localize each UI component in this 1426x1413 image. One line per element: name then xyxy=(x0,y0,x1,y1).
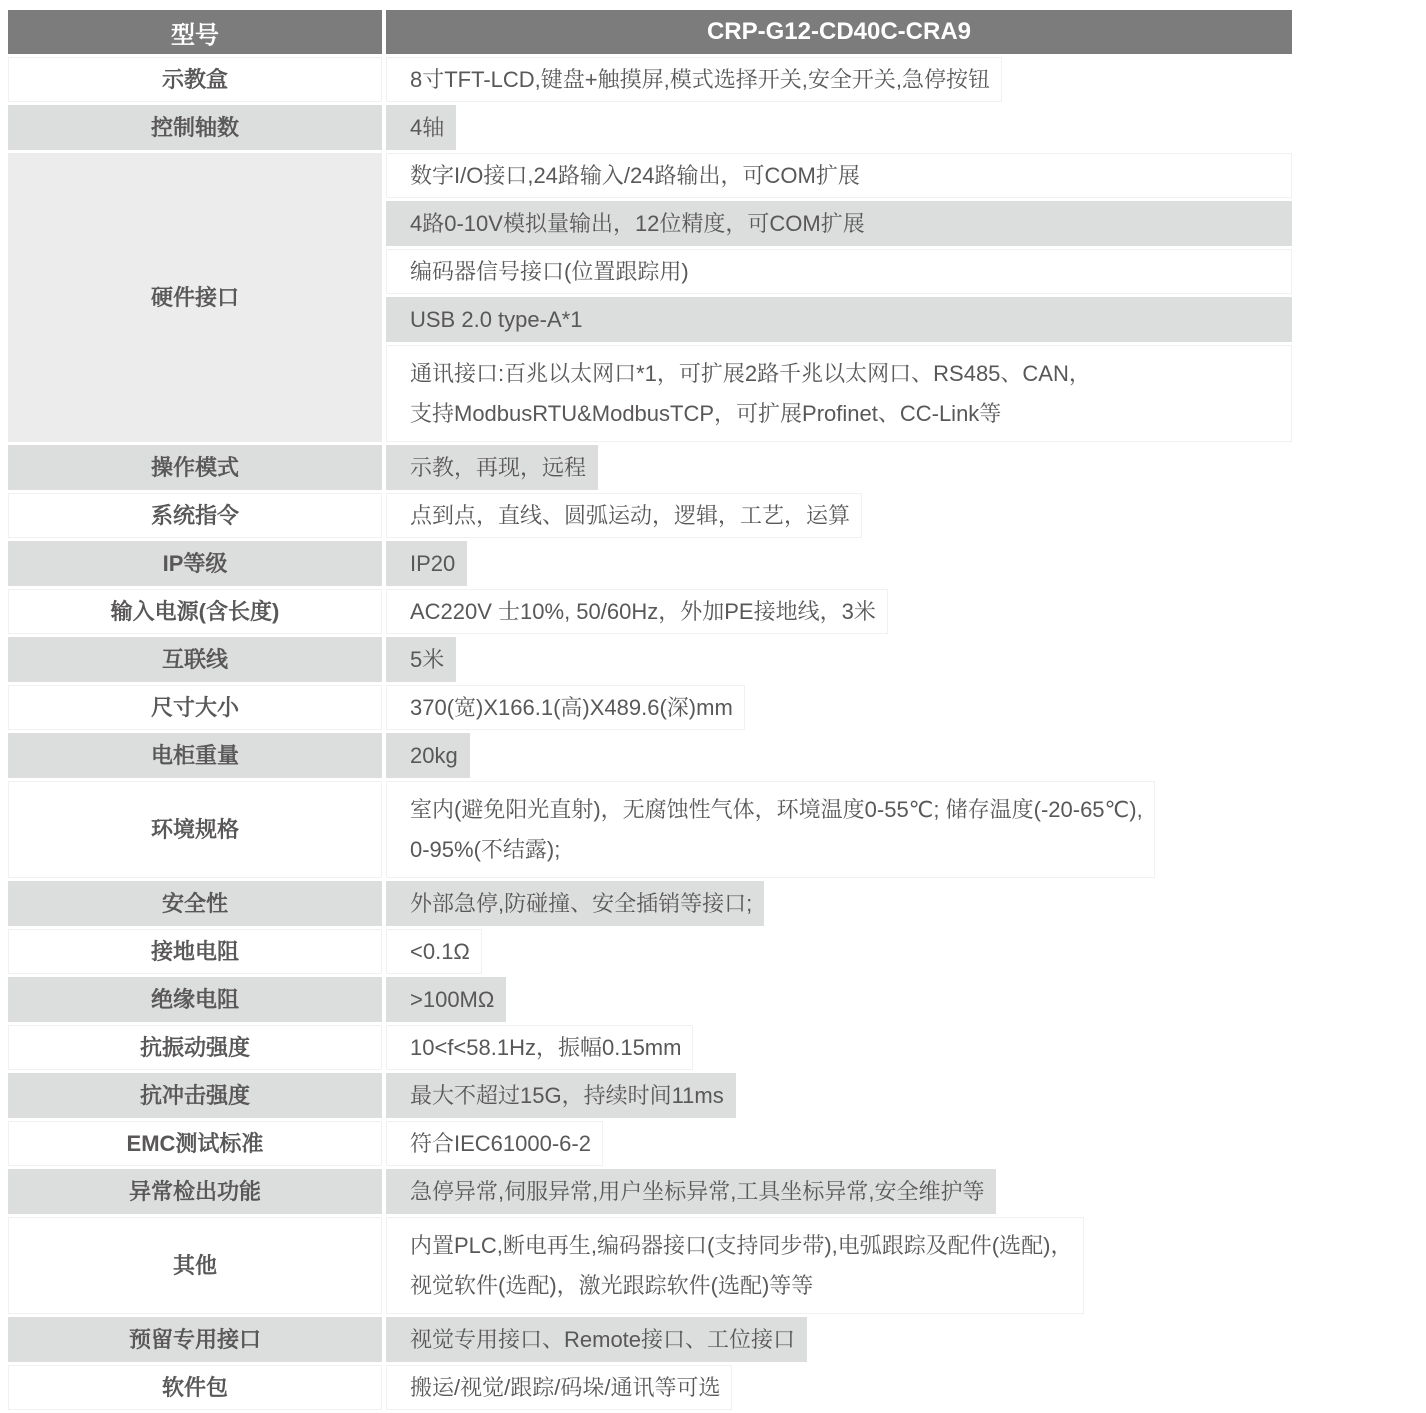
value-line: 视觉软件(选配)，激光跟踪软件(选配)等等 xyxy=(410,1272,814,1298)
value-line: 370(宽)X166.1(高)X489.6(深)mm xyxy=(410,694,733,720)
value-line: 示教，再现，远程 xyxy=(410,454,587,480)
row-value xyxy=(386,929,482,974)
row-label: 抗冲击强度 xyxy=(8,1073,382,1118)
spec-row xyxy=(8,1121,1292,1166)
row-label: 绝缘电阻 xyxy=(8,977,382,1022)
spec-row xyxy=(8,977,1292,1022)
row-value xyxy=(386,541,467,586)
row-value xyxy=(386,1169,996,1214)
row-value xyxy=(386,637,456,682)
row-value xyxy=(386,1121,603,1166)
row-value xyxy=(386,1217,1084,1314)
value-line: 20kg xyxy=(410,742,458,768)
value-line: 视觉专用接口、Remote接口、工位接口 xyxy=(410,1326,796,1352)
row-value xyxy=(386,105,456,150)
header-model-value: CRP-G12-CD40C-CRA9 xyxy=(386,10,1292,54)
row-value xyxy=(386,445,598,490)
spec-row xyxy=(8,685,1292,730)
row-label: 环境规格 xyxy=(8,781,382,878)
row-value xyxy=(386,249,1292,294)
value-line: 4路0-10V模拟量输出，12位精度，可COM扩展 xyxy=(410,210,865,236)
spec-row xyxy=(8,589,1292,634)
value-line: 通讯接口:百兆以太网口*1，可扩展2路千兆以太网口、RS485、CAN， xyxy=(410,360,1091,386)
row-label: 预留专用接口 xyxy=(8,1317,382,1362)
row-label: 示教盒 xyxy=(8,57,382,102)
row-value xyxy=(386,1365,732,1410)
value-line: 外部急停,防碰撞、安全插销等接口; xyxy=(410,890,753,916)
row-label: 控制轴数 xyxy=(8,105,382,150)
row-label: IP等级 xyxy=(8,541,382,586)
group-subrows xyxy=(386,153,1292,442)
row-label: 互联线 xyxy=(8,637,382,682)
row-label: 软件包 xyxy=(8,1365,382,1410)
row-value xyxy=(386,1317,807,1362)
spec-group-row xyxy=(8,153,1292,442)
value-line: >100MΩ xyxy=(410,986,495,1012)
value-line: AC220V 士10%, 50/60Hz，外加PE接地线，3米 xyxy=(410,598,876,624)
spec-row xyxy=(8,445,1292,490)
spec-row xyxy=(8,881,1292,926)
value-line: 8寸TFT-LCD,键盘+触摸屏,模式选择开关,安全开关,急停按钮 xyxy=(410,66,990,92)
spec-row xyxy=(8,733,1292,778)
table-header-row xyxy=(8,10,1292,54)
spec-row xyxy=(8,1217,1292,1314)
value-line: 0-95%(不结露); xyxy=(410,836,561,862)
row-label: 抗振动强度 xyxy=(8,1025,382,1070)
row-label: 输入电源(含长度) xyxy=(8,589,382,634)
value-line: 支持ModbusRTU&ModbusTCP，可扩展Profinet、CC-Link等 xyxy=(410,400,1002,426)
spec-row xyxy=(8,541,1292,586)
value-line: 搬运/视觉/跟踪/码垛/通讯等可选 xyxy=(410,1374,721,1400)
value-line: <0.1Ω xyxy=(410,938,470,964)
spec-row xyxy=(8,929,1292,974)
spec-row xyxy=(8,105,1292,150)
spec-row xyxy=(8,1317,1292,1362)
spec-row xyxy=(8,1169,1292,1214)
value-line: 内置PLC,断电再生,编码器接口(支持同步带),电弧跟踪及配件(选配)， xyxy=(410,1232,1073,1258)
spec-row xyxy=(8,1365,1292,1410)
row-value xyxy=(386,781,1155,878)
row-label: 其他 xyxy=(8,1217,382,1314)
row-value xyxy=(386,881,764,926)
spec-row xyxy=(8,1073,1292,1118)
spec-row xyxy=(8,1025,1292,1070)
value-line: 5米 xyxy=(410,646,445,672)
value-line: 最大不超过15G，持续时间11ms xyxy=(410,1082,724,1108)
row-value xyxy=(386,733,470,778)
row-value xyxy=(386,1073,736,1118)
row-value xyxy=(386,1025,693,1070)
spec-row xyxy=(8,781,1292,878)
value-line: 数字I/O接口,24路输入/24路输出，可COM扩展 xyxy=(410,162,860,188)
row-value xyxy=(386,589,888,634)
row-value xyxy=(386,345,1292,442)
value-line: USB 2.0 type-A*1 xyxy=(410,306,583,332)
row-label: EMC测试标准 xyxy=(8,1121,382,1166)
value-line: 室内(避免阳光直射)，无腐蚀性气体，环境温度0-55℃; 储存温度(-20-65℃), xyxy=(410,796,1143,822)
row-label: 接地电阻 xyxy=(8,929,382,974)
header-model-label: 型号 xyxy=(8,10,382,54)
row-label: 尺寸大小 xyxy=(8,685,382,730)
value-line: IP20 xyxy=(410,550,456,576)
value-line: 4轴 xyxy=(410,114,445,140)
value-line: 10<f<58.1Hz，振幅0.15mm xyxy=(410,1034,682,1060)
row-label: 安全性 xyxy=(8,881,382,926)
value-line: 符合IEC61000-6-2 xyxy=(410,1130,591,1156)
row-value xyxy=(386,201,1292,246)
value-line: 急停异常,伺服异常,用户坐标异常,工具坐标异常,安全维护等 xyxy=(410,1178,985,1204)
spec-table xyxy=(8,10,1292,1413)
row-label: 电柜重量 xyxy=(8,733,382,778)
table-body xyxy=(8,57,1292,1410)
row-value xyxy=(386,977,506,1022)
value-line: 点到点，直线、圆弧运动，逻辑，工艺，运算 xyxy=(410,502,851,528)
spec-row xyxy=(8,493,1292,538)
row-value xyxy=(386,153,1292,198)
row-label: 硬件接口 xyxy=(8,153,382,442)
row-value xyxy=(386,685,745,730)
spec-row xyxy=(8,637,1292,682)
row-label: 操作模式 xyxy=(8,445,382,490)
row-value xyxy=(386,57,1002,102)
spec-row xyxy=(8,57,1292,102)
value-line: 编码器信号接口(位置跟踪用) xyxy=(410,258,689,284)
row-value xyxy=(386,297,1292,342)
row-value xyxy=(386,493,862,538)
row-label: 系统指令 xyxy=(8,493,382,538)
row-label: 异常检出功能 xyxy=(8,1169,382,1214)
